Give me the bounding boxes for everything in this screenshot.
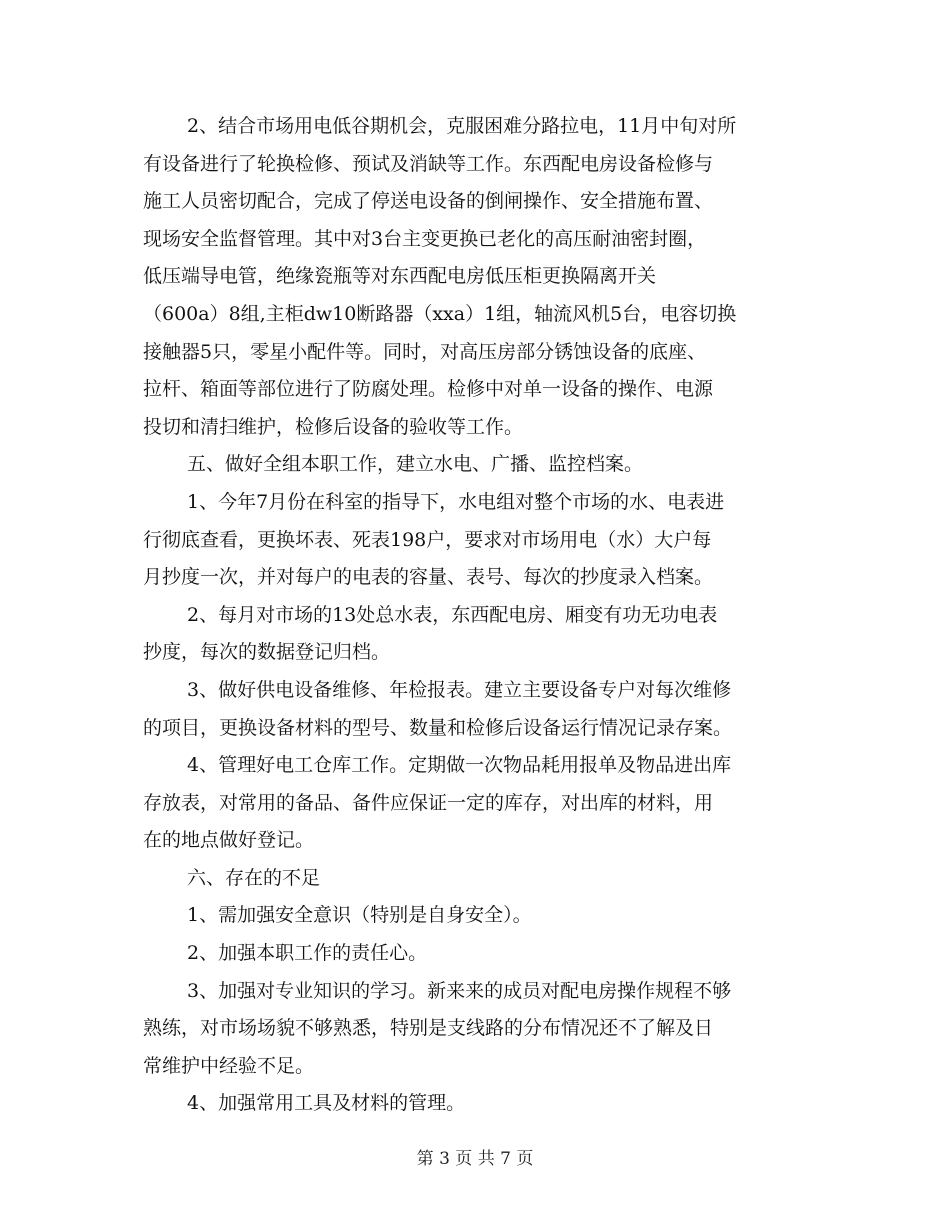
paragraph (143, 446, 809, 484)
page-footer: 第 3 页 共 7 页 (416, 1149, 534, 1169)
text-line: 拉杆、箱面等部位进行了防腐处理。检修中对单一设备的操作、电源 (143, 378, 714, 401)
text-line: 1、今年7月份在科室的指导下，水电组对整个市场的水、电表进 (187, 490, 725, 513)
text-line: 1、需加强安全意识（特别是自身安全）。 (187, 904, 532, 927)
text-line: 现场安全监督管理。其中对3台主变更换已老化的高压耐油密封圈， (143, 227, 707, 250)
text-line: 有设备进行了轮换检修、预试及消缺等工作。东西配电房设备检修与 (143, 152, 714, 175)
text-line: 2、结合市场用电低谷期机会，克服困难分路拉电，11月中旬对所 (187, 115, 737, 137)
paragraph (143, 860, 809, 898)
text-line: 4、管理好电工仓库工作。定期做一次物品耗用报单及物品进出库 (187, 754, 732, 777)
text-line: 2、加强本职工作的责任心。 (187, 942, 428, 965)
paragraph (143, 597, 809, 672)
text-line: 低压端导电管，绝缘瓷瓶等对东西配电房低压柜更换隔离开关 (143, 265, 657, 288)
paragraph (143, 935, 809, 973)
paragraph (143, 897, 809, 935)
text-line: （600a）8组,主柜dw10断路器（xxa）1组，轴流风机5台，电容切换 (143, 302, 737, 325)
text-line: 接触器5只，零星小配件等。同时，对高压房部分锈蚀设备的底座、 (143, 340, 707, 363)
paragraph (143, 1085, 809, 1123)
text-line: 行彻底查看，更换坏表、死表198户，要求对市场用电（水）大户每 (143, 528, 712, 551)
text-line: 抄度，每次的数据登记归档。 (143, 641, 391, 664)
text-line: 的项目，更换设备材料的型号、数量和检修后设备运行情况记录存案。 (143, 716, 733, 739)
paragraph (143, 747, 809, 860)
text-line: 存放表，对常用的备品、备件应保证一定的库存，对出库的材料，用 (143, 791, 714, 814)
text-line: 熟练，对市场场貌不够熟悉，特别是支线路的分布情况还不了解及日 (143, 1017, 714, 1040)
text-line: 施工人员密切配合，完成了停送电设备的倒闸操作、安全措施布置、 (143, 190, 714, 213)
text-line: 五、做好全组本职工作，建立水电、广播、监控档案。 (187, 453, 644, 476)
text-line: 月抄度一次，并对每户的电表的容量、表号、每次的抄度录入档案。 (143, 566, 714, 589)
text-line: 投切和清扫维护，检修后设备的验收等工作。 (143, 415, 524, 438)
text-line: 3、加强对专业知识的学习。新来来的成员对配电房操作规程不够 (187, 979, 732, 1002)
text-line: 六、存在的不足 (187, 866, 321, 889)
paragraph (143, 484, 809, 597)
paragraph (143, 973, 809, 1086)
text-line: 在的地点做好登记。 (143, 829, 315, 852)
text-line: 2、每月对市场的13处总水表，东西配电房、厢变有功无功电表 (187, 603, 718, 626)
text-line: 4、加强常用工具及材料的管理。 (187, 1092, 466, 1115)
paragraph (143, 672, 809, 747)
paragraph (143, 108, 809, 446)
text-line: 常维护中经验不足。 (143, 1054, 315, 1077)
document-body (143, 108, 809, 1123)
text-line: 3、做好供电设备维修、年检报表。建立主要设备专户对每次维修 (187, 678, 732, 701)
